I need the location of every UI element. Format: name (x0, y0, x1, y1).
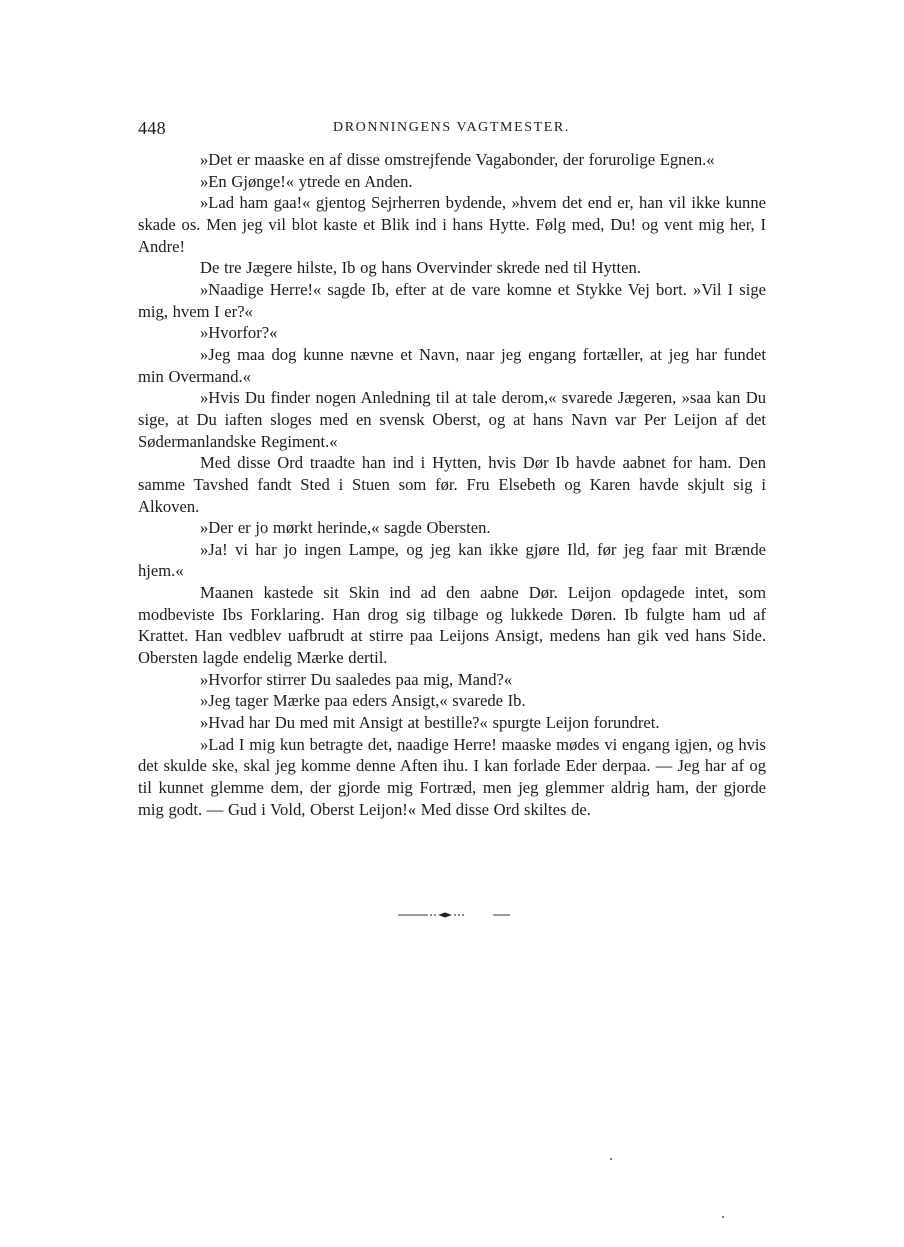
paragraph: »Jeg tager Mærke paa eders Ansigt,« svarede Ib. (200, 691, 526, 711)
paragraph: »Hvorfor?« (200, 323, 278, 343)
paragraph: »En Gjønge!« ytrede en Anden. (200, 171, 413, 191)
paragraph: »Hvad har Du med mit Ansigt at bestille?« spurgte Leijon forundret. (200, 713, 660, 733)
body-text (138, 149, 766, 820)
paragraph: »Lad I mig kun betragte det, naadige Herre! maaske mødes vi engang igjen, og hvis det skulde ske, skal jeg komme denne Aften ihu. I kan forlade Eder derpaa. — Jeg har af og til kunnet glemme dem, der gjorde mig Fortræd, men jeg glemmer aldrig ham, der gjorde mig godt. — Gud i Vold, Oberst Leijon!« Med disse Ord skiltes de. (138, 734, 766, 819)
paragraph: Med disse Ord traadte han ind i Hytten, hvis Dør Ib havde aabnet for ham. Den samme Tavshed fandt Sted i Stuen som før. Fru Elsebeth og Karen havde skjult sig i Alkoven. (138, 453, 766, 516)
paragraph: »Der er jo mørkt herinde,« sagde Obersten. (200, 518, 491, 538)
end-ornament-icon (398, 910, 510, 920)
page-header (138, 118, 766, 142)
paragraph: »Naadige Herre!« sagde Ib, efter at de vare komne et Stykke Vej bort. »Vil I sige mig, hvem I er?« (138, 279, 766, 321)
paragraph: Maanen kastede sit Skin ind ad den aabne Dør. Leijon opdagede intet, som modbeviste Ibs Forklaring. Han drog sig tilbage og lukkede Døren. Ib fulgte ham ud af Krattet. Han vedblev uafbrudt at stirre paa Leijons Ansigt, medens han gik ved hans Side. Obersten lagde endelig Mærke dertil. (138, 583, 766, 668)
paragraph: »Ja! vi har jo ingen Lampe, og jeg kan ikke gjøre Ild, før jeg faar mit Brænde hjem.« (138, 539, 766, 581)
running-title: DRONNINGENS VAGTMESTER. (333, 120, 570, 135)
paragraph: »Lad ham gaa!« gjentog Sejrherren bydende, »hvem det end er, han vil ikke kunne skade os. Men jeg vil blot kaste et Blik ind i hans Hytte. Følg med, Du! og vent mig her, I Andre! (138, 193, 766, 256)
paragraph: »Hvis Du finder nogen Anledning til at tale derom,« svarede Jægeren, »saa kan Du sige, at Du iaften sloges med en svensk Oberst, og at hans Navn var Per Leijon af det Sødermanlandske Regiment.« (138, 388, 766, 451)
paragraph: »Hvorfor stirrer Du saaledes paa mig, Mand?« (200, 669, 513, 689)
paragraph: De tre Jægere hilste, Ib og hans Overvinder skrede ned til Hytten. (200, 258, 641, 278)
paragraph: »Det er maaske en af disse omstrejfende Vagabonder, der forurolige Egnen.« (200, 150, 715, 169)
paragraph: »Jeg maa dog kunne nævne et Navn, naar jeg engang fortæller, at jeg har fundet min Overmand.« (138, 344, 766, 386)
page-number: 448 (138, 118, 166, 138)
